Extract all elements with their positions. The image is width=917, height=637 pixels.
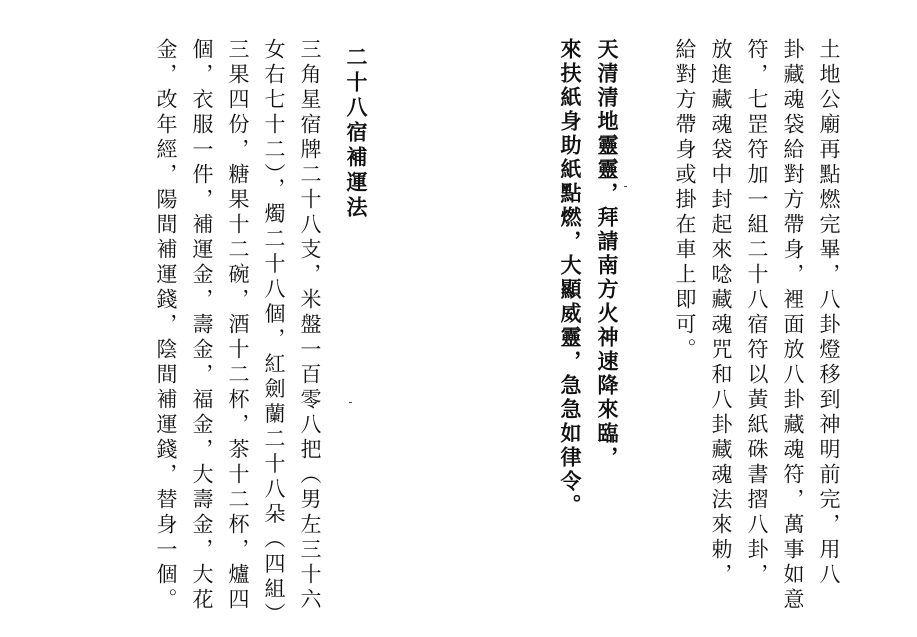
section-line-3: 三果四份，糖果十二碗，酒十二杯，茶十二杯，爐四	[226, 38, 250, 613]
paragraph1-line-2: 卦藏魂袋給對方帶身，裡面放八卦藏魂符，萬事如意	[781, 38, 805, 613]
section-title: 二十八宿補運法	[344, 46, 368, 221]
scan-speck	[349, 402, 352, 403]
paragraph1-line-1: 土地公廟再點燃完畢，八卦燈移到神明前完，用八	[817, 38, 841, 588]
section-line-5: 金，改年經，陽間補運錢，陰間補運錢，替身一個。	[154, 38, 178, 613]
paragraph1-line-3: 符，七罡符加一組二十八宿符以黃紙硃書摺八卦，	[745, 38, 769, 588]
section-line-2: 女右七十二），燭二十八個，紅劍蘭二十八朵（四組）	[262, 38, 286, 628]
scan-speck	[624, 186, 627, 187]
incantation-line-1: 天清清地靈靈，拜請南方火神速降來臨，	[595, 38, 619, 470]
paragraph1-line-4: 放進藏魂袋中封起來唸藏魂咒和八卦藏魂法來勅，	[709, 38, 733, 588]
section-line-1: 三角星宿牌二十八支，米盤一百零八把（男左三十六	[298, 38, 322, 613]
paragraph1-line-5: 給對方帶身或掛在車上即可。	[673, 38, 697, 363]
incantation-line-2: 來扶紙身助紙點燃，大顯威靈，急急如律令。	[558, 38, 582, 518]
section-line-4: 個，衣服一件，補運金，壽金，福金，大壽金，大花	[190, 38, 214, 613]
